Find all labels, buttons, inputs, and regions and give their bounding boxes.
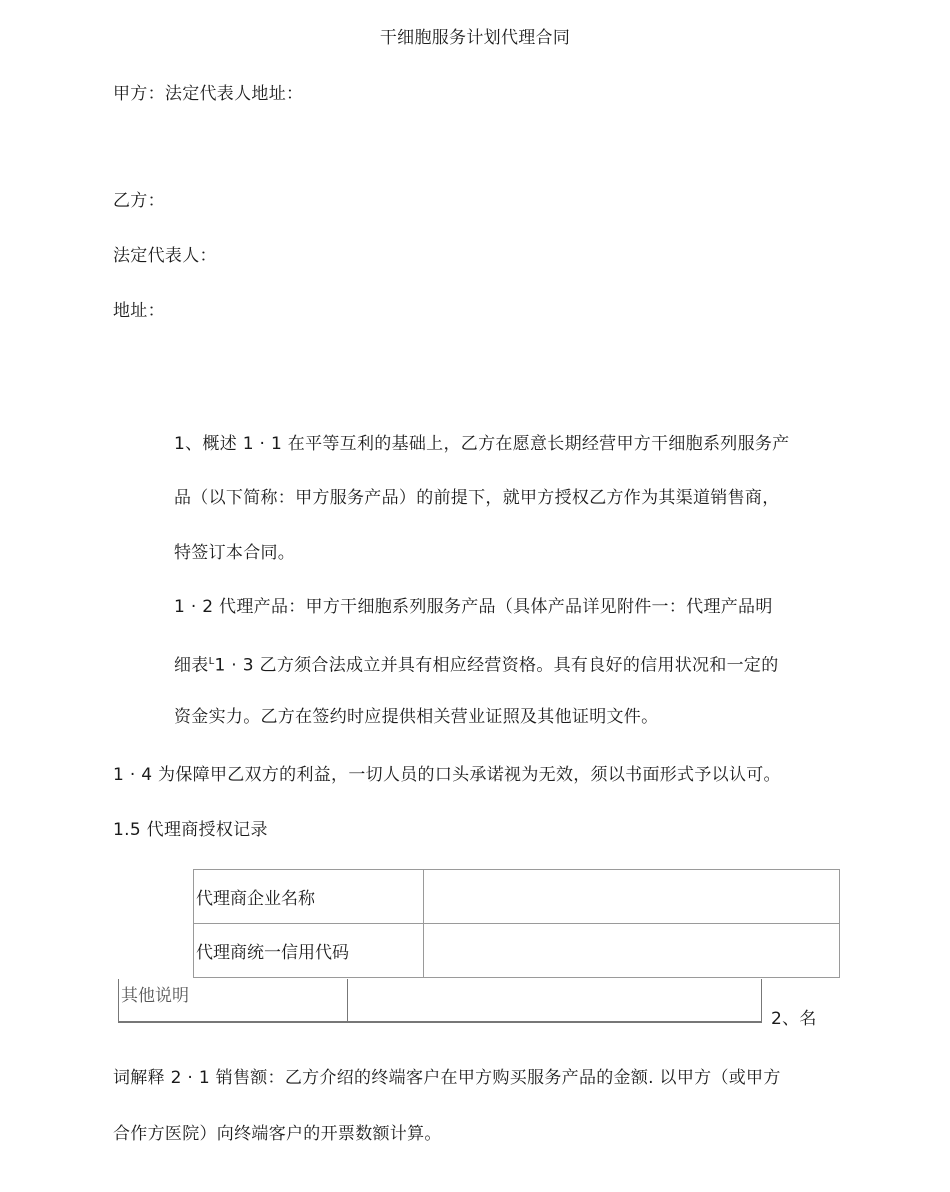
table-divider <box>347 979 348 1021</box>
section1-p4: 1.5 代理商授权记录 <box>113 820 268 840</box>
other-notes-label: 其他说明 <box>121 986 189 1006</box>
address-line: 地址： <box>113 301 165 321</box>
section1-p1-line1: 1、概述 1 · 1 在平等互利的基础上，乙方在愿意长期经营甲方干细胞系列服务产 <box>174 434 790 454</box>
section1-p3: 1 · 4 为保障甲乙双方的利益，一切人员的口头承诺视为无效，须以书面形式予以认可。 <box>113 765 781 785</box>
authorization-table <box>193 869 840 978</box>
credit-code-label: 代理商统一信用代码 <box>194 924 424 978</box>
section1-p1-line2: 品（以下简称：甲方服务产品）的前提下，就甲方授权乙方作为其渠道销售商， <box>174 488 780 508</box>
company-name-label: 代理商企业名称 <box>194 870 424 924</box>
other-notes-table <box>118 979 762 1023</box>
section2-line1: 词解释 2 · 1 销售额：乙方介绍的终端客户在甲方购买服务产品的金额. 以甲方（或甲方 <box>113 1068 781 1088</box>
section1-p2-line2-start: 细表 <box>174 655 209 676</box>
section1-p2-line2 <box>174 650 779 678</box>
table-row <box>194 924 840 978</box>
party-a-line: 甲方：法定代表人地址： <box>113 84 304 104</box>
document-title: 干细胞服务计划代理合同 <box>379 28 571 48</box>
section1-p2-line3: 资金实力。乙方在签约时应提供相关营业证照及其他证明文件。 <box>174 707 659 727</box>
section2-heading-tail: 2、名 <box>771 1009 817 1029</box>
party-b-line: 乙方： <box>113 191 165 211</box>
table-row <box>194 870 840 924</box>
legal-representative-line: 法定代表人： <box>113 246 217 266</box>
section1-p2-line2-rest: 1 · 3 乙方须合法成立并具有相应经营资格。具有良好的信用状况和一定的 <box>214 655 779 676</box>
section1-p2-line1: 1 · 2 代理产品：甲方干细胞系列服务产品（具体产品详见附件一：代理产品明 <box>174 597 773 617</box>
credit-code-value <box>424 924 840 978</box>
superscript-mark: L <box>208 656 215 667</box>
section1-p1-line3: 特签订本合同。 <box>174 543 296 563</box>
company-name-value <box>424 870 840 924</box>
section2-line2: 合作方医院）向终端客户的开票数额计算。 <box>113 1124 442 1144</box>
